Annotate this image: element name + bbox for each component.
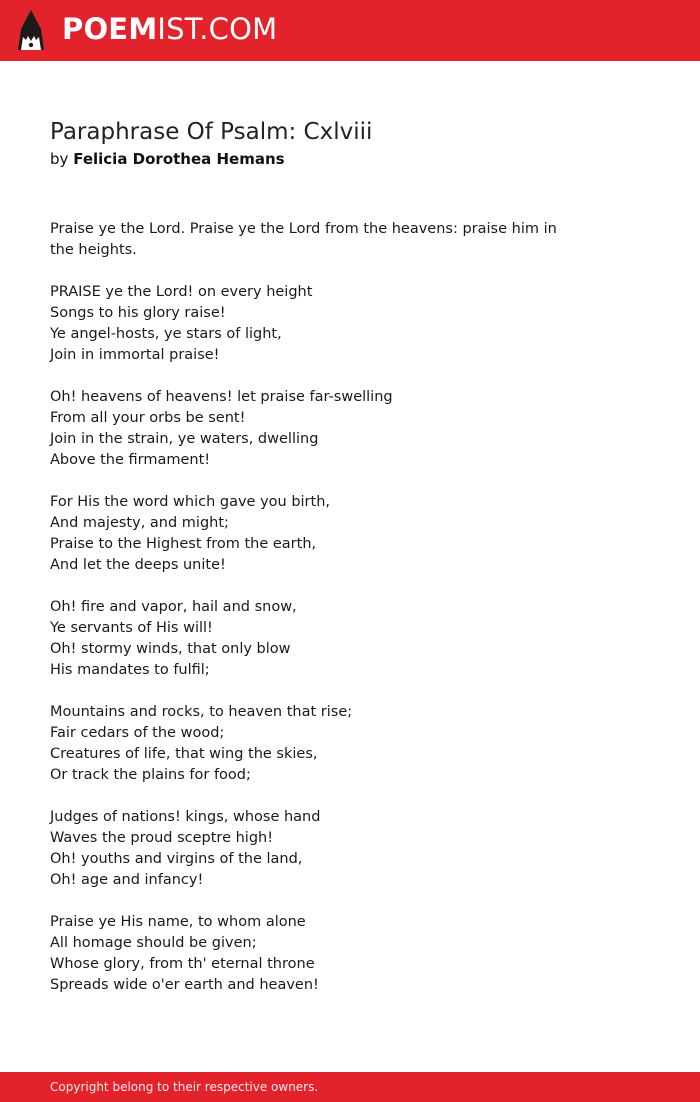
by-label: by	[50, 150, 69, 168]
poem-stanza	[50, 702, 570, 786]
poem-line: Praise ye His name, to whom alone	[50, 914, 306, 930]
poem-line: Creatures of life, that wing the skies,	[50, 746, 318, 762]
poem-line: Oh! fire and vapor, hail and snow,	[50, 599, 297, 615]
poem-line: Join in the strain, ye waters, dwelling	[50, 431, 319, 447]
pen-nib-icon[interactable]	[17, 9, 45, 51]
poem-line: For His the word which gave you birth,	[50, 494, 330, 510]
poem-line: Oh! stormy winds, that only blow	[50, 641, 291, 657]
author-name[interactable]: Felicia Dorothea Hemans	[73, 150, 285, 168]
poem-line: Whose glory, from th' eternal throne	[50, 956, 315, 972]
copyright-text: Copyright belong to their respective owners.	[50, 1080, 319, 1094]
poem-stanza	[50, 492, 570, 576]
poem-line: All homage should be given;	[50, 935, 257, 951]
poem-stanza	[50, 807, 570, 891]
logo-text-bold: POEM	[62, 12, 158, 46]
poem-line: Songs to his glory raise!	[50, 305, 226, 321]
poem-body	[50, 219, 570, 1017]
poem-line: Oh! youths and virgins of the land,	[50, 851, 303, 867]
poem-stanza	[50, 912, 570, 996]
poem-line: Oh! age and infancy!	[50, 872, 204, 888]
poem-line: And let the deeps unite!	[50, 557, 226, 573]
poem-stanza	[50, 387, 570, 471]
poem-line: His mandates to fulfil;	[50, 662, 210, 678]
poem-line: Or track the plains for food;	[50, 767, 251, 783]
poem-stanza	[50, 282, 570, 366]
poem-stanzas	[50, 282, 570, 996]
site-logo[interactable]	[62, 11, 277, 47]
poem-line: PRAISE ye the Lord! on every height	[50, 284, 313, 300]
poem-line: Mountains and rocks, to heaven that rise;	[50, 704, 353, 720]
poem-line: Spreads wide o'er earth and heaven!	[50, 977, 319, 993]
poem-line: Judges of nations! kings, whose hand	[50, 809, 321, 825]
poem-line: From all your orbs be sent!	[50, 410, 246, 426]
logo-text-light: IST.COM	[157, 12, 278, 46]
poem-title: Paraphrase Of Psalm: Cxlviii	[50, 119, 373, 145]
poem-line: And majesty, and might;	[50, 515, 229, 531]
poem-epigraph: Praise ye the Lord. Praise ye the Lord from the heavens: praise him in the heights.	[50, 221, 557, 258]
site-footer	[0, 1072, 700, 1102]
poem-line: Ye servants of His will!	[50, 620, 213, 636]
site-header	[0, 0, 700, 61]
poem-line: Praise to the Highest from the earth,	[50, 536, 317, 552]
poem-byline	[50, 149, 285, 169]
poem-line: Above the firmament!	[50, 452, 211, 468]
poem-line: Oh! heavens of heavens! let praise far-swelling	[50, 389, 393, 405]
poem-line: Join in immortal praise!	[50, 347, 220, 363]
poem-line: Fair cedars of the wood;	[50, 725, 225, 741]
poem-stanza	[50, 597, 570, 681]
poem-line: Ye angel-hosts, ye stars of light,	[50, 326, 282, 342]
poem-line: Waves the proud sceptre high!	[50, 830, 274, 846]
